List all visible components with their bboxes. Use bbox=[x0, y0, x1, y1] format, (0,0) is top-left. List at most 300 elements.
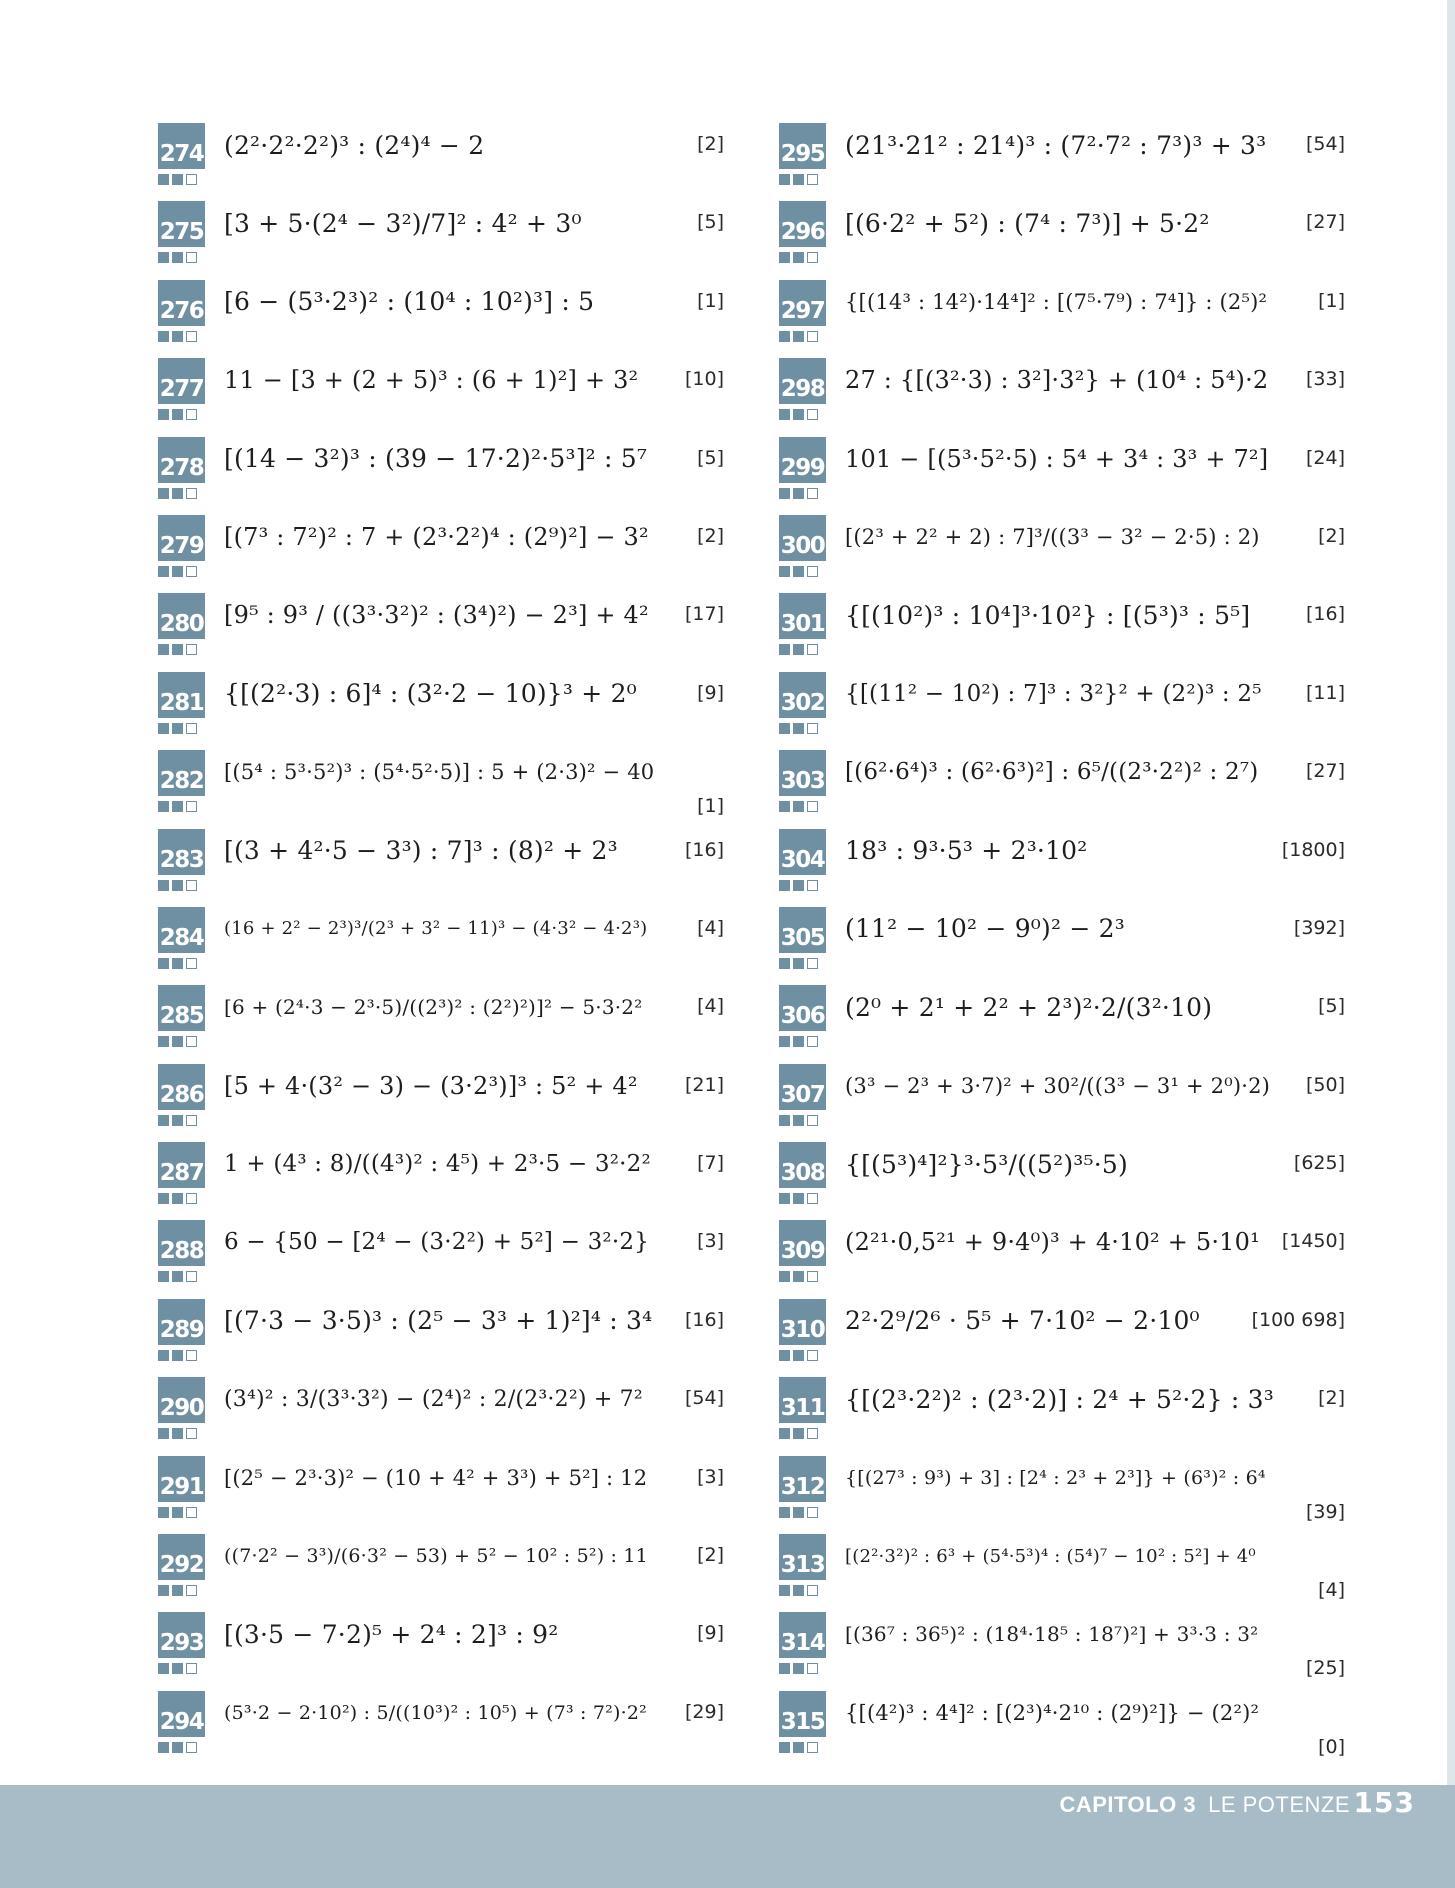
difficulty-indicator bbox=[158, 644, 197, 655]
difficulty-square-filled bbox=[172, 409, 183, 420]
difficulty-square-filled bbox=[793, 801, 804, 812]
exercise-expression: [(7³ : 7²)² : 7 + (2³·2²)⁴ : (2⁹)²] − 3² bbox=[224, 522, 649, 551]
exercise-item bbox=[158, 1529, 724, 1607]
difficulty-indicator bbox=[779, 488, 818, 499]
exercise-expression: 6 − {50 − [2⁴ − (3·2²) + 5²] − 3²·2} bbox=[224, 1229, 650, 1256]
exercise-expression: 1 + (4³ : 8)/((4³)² : 4⁵) + 2³·5 − 3²·2² bbox=[224, 1151, 651, 1178]
exercise-answer: [5] bbox=[697, 211, 724, 234]
difficulty-square-empty bbox=[807, 880, 818, 891]
difficulty-square-filled bbox=[172, 880, 183, 891]
difficulty-square-filled bbox=[779, 644, 790, 655]
exercise-answer: [4] bbox=[697, 916, 724, 939]
exercise-item bbox=[779, 980, 1345, 1058]
exercise-expression: {[(5³)⁴]²}³·5³/((5²)³⁵·5) bbox=[845, 1149, 1128, 1179]
difficulty-square-empty bbox=[186, 488, 197, 499]
exercise-number-badge: 275 bbox=[158, 201, 205, 247]
difficulty-square-empty bbox=[807, 331, 818, 342]
exercise-number-badge: 298 bbox=[779, 358, 826, 404]
exercise-answer: [10] bbox=[684, 368, 724, 391]
exercise-answer: [16] bbox=[684, 1308, 724, 1331]
exercise-item bbox=[779, 1529, 1345, 1607]
exercise-number-badge: 290 bbox=[158, 1377, 205, 1423]
difficulty-square-filled bbox=[158, 1507, 169, 1518]
exercise-expression: 11 − [3 + (2 + 5)³ : (6 + 1)²] + 3² bbox=[224, 366, 639, 395]
exercise-expression: [(2²·3²)² : 6³ + (5⁴·5³)⁴ : (5⁴)⁷ − 10² : 5²] + 4⁰ bbox=[845, 1545, 1256, 1567]
difficulty-square-filled bbox=[172, 958, 183, 969]
exercise-number-badge: 289 bbox=[158, 1299, 205, 1345]
difficulty-square-filled bbox=[779, 1193, 790, 1204]
exercise-item bbox=[158, 196, 724, 274]
exercise-number-badge: 292 bbox=[158, 1534, 205, 1580]
difficulty-square-filled bbox=[172, 1507, 183, 1518]
exercise-expression: [3 + 5·(2⁴ − 3²)/7]² : 4² + 3⁰ bbox=[224, 208, 582, 238]
exercise-item bbox=[779, 902, 1345, 980]
difficulty-square-filled bbox=[158, 1271, 169, 1282]
difficulty-indicator bbox=[158, 880, 197, 891]
exercise-number-badge: 278 bbox=[158, 437, 205, 483]
difficulty-square-empty bbox=[807, 1350, 818, 1361]
difficulty-square-empty bbox=[807, 252, 818, 263]
exercise-expression: [6 + (2⁴·3 − 2³·5)/((2³)² : (2²)²)]² − 5·3·2² bbox=[224, 995, 643, 1020]
difficulty-square-filled bbox=[158, 1428, 169, 1439]
difficulty-square-filled bbox=[793, 958, 804, 969]
difficulty-square-empty bbox=[186, 409, 197, 420]
exercise-answer: [9] bbox=[697, 1622, 724, 1645]
difficulty-square-empty bbox=[807, 1115, 818, 1126]
difficulty-indicator bbox=[158, 1428, 197, 1439]
exercise-expression: {[(14³ : 14²)·14⁴]² : [(7⁵·7⁹) : 7⁴]} : (2⁵)² bbox=[845, 289, 1268, 314]
exercise-number-badge: 299 bbox=[779, 437, 826, 483]
difficulty-indicator bbox=[158, 488, 197, 499]
difficulty-square-filled bbox=[793, 1663, 804, 1674]
difficulty-square-empty bbox=[186, 1585, 197, 1596]
difficulty-indicator bbox=[158, 1742, 197, 1753]
difficulty-square-filled bbox=[779, 409, 790, 420]
exercise-number-badge: 295 bbox=[779, 123, 826, 169]
difficulty-square-filled bbox=[779, 1350, 790, 1361]
difficulty-square-empty bbox=[186, 801, 197, 812]
difficulty-indicator bbox=[779, 644, 818, 655]
exercise-number-badge: 296 bbox=[779, 201, 826, 247]
exercise-item bbox=[779, 588, 1345, 666]
difficulty-square-filled bbox=[172, 1585, 183, 1596]
difficulty-indicator bbox=[158, 1115, 197, 1126]
difficulty-square-empty bbox=[186, 331, 197, 342]
difficulty-square-filled bbox=[793, 1428, 804, 1439]
difficulty-indicator bbox=[158, 174, 197, 185]
difficulty-square-filled bbox=[793, 644, 804, 655]
exercise-expression: {[(11² − 10²) : 7]³ : 3²}² + (2²)³ : 2⁵ bbox=[845, 680, 1262, 707]
exercise-answer: [100 698] bbox=[1251, 1308, 1345, 1331]
difficulty-square-empty bbox=[186, 1193, 197, 1204]
exercise-item bbox=[779, 118, 1345, 196]
difficulty-indicator bbox=[779, 409, 818, 420]
difficulty-square-filled bbox=[779, 1663, 790, 1674]
exercise-expression: (3⁴)² : 3/(3³·3²) − (2⁴)² : 2/(2³·2²) + 7² bbox=[224, 1386, 643, 1412]
difficulty-indicator bbox=[779, 252, 818, 263]
exercise-number-badge: 283 bbox=[158, 829, 205, 875]
exercise-expression: [(3 + 4²·5 − 3³) : 7]³ : (8)² + 2³ bbox=[224, 836, 618, 866]
exercise-answer: [54] bbox=[1305, 133, 1345, 155]
difficulty-square-filled bbox=[158, 1585, 169, 1596]
exercise-answer: [2] bbox=[697, 1544, 724, 1567]
exercise-expression: {[(2³·2²)² : (2³·2)] : 2⁴ + 5²·2} : 3³ bbox=[845, 1384, 1274, 1414]
exercise-item bbox=[158, 118, 724, 196]
exercise-expression: [(6²·6⁴)³ : (6²·6³)²] : 6⁵/((2³·2²)² : 2⁷) bbox=[845, 759, 1259, 786]
difficulty-square-filled bbox=[793, 174, 804, 185]
difficulty-indicator bbox=[158, 1663, 197, 1674]
exercise-item bbox=[779, 1059, 1345, 1137]
exercise-number-badge: 307 bbox=[779, 1064, 826, 1110]
exercise-answer: [16] bbox=[1305, 603, 1345, 626]
difficulty-square-filled bbox=[779, 488, 790, 499]
difficulty-indicator bbox=[158, 1507, 197, 1518]
exercise-expression: 2²·2⁹/2⁶ · 5⁵ + 7·10² − 2·10⁰ bbox=[845, 1306, 1200, 1336]
difficulty-square-filled bbox=[158, 958, 169, 969]
difficulty-square-empty bbox=[807, 1036, 818, 1047]
difficulty-square-empty bbox=[807, 801, 818, 812]
difficulty-indicator bbox=[779, 801, 818, 812]
difficulty-indicator bbox=[779, 1742, 818, 1753]
exercise-answer: [4] bbox=[1318, 1579, 1345, 1602]
difficulty-square-filled bbox=[779, 723, 790, 734]
exercise-expression: (2⁰ + 2¹ + 2² + 2³)²·2/(3²·10) bbox=[845, 992, 1213, 1022]
difficulty-square-empty bbox=[807, 1585, 818, 1596]
difficulty-square-filled bbox=[793, 880, 804, 891]
difficulty-square-filled bbox=[779, 1271, 790, 1282]
exercise-number-badge: 306 bbox=[779, 985, 826, 1031]
exercise-number-badge: 313 bbox=[779, 1534, 826, 1580]
exercise-expression: [6 − (5³·2³)² : (10⁴ : 10²)³] : 5 bbox=[224, 287, 595, 317]
difficulty-square-empty bbox=[186, 1507, 197, 1518]
exercise-number-badge: 311 bbox=[779, 1377, 826, 1423]
exercise-answer: [29] bbox=[684, 1700, 724, 1723]
exercise-answer: [17] bbox=[684, 603, 724, 626]
difficulty-square-empty bbox=[807, 1428, 818, 1439]
exercise-item bbox=[779, 1137, 1345, 1215]
difficulty-square-filled bbox=[158, 1742, 169, 1753]
difficulty-square-filled bbox=[172, 1350, 183, 1361]
exercise-item bbox=[779, 1607, 1345, 1685]
exercise-item bbox=[779, 1372, 1345, 1450]
difficulty-square-filled bbox=[779, 1115, 790, 1126]
exercise-item bbox=[779, 432, 1345, 510]
difficulty-square-filled bbox=[779, 174, 790, 185]
exercise-item bbox=[779, 1294, 1345, 1372]
exercise-answer: [5] bbox=[1318, 995, 1345, 1018]
exercise-item bbox=[158, 980, 724, 1058]
exercise-answer: [0] bbox=[1318, 1735, 1345, 1758]
difficulty-indicator bbox=[158, 252, 197, 263]
exercise-expression: ((7·2² − 3³)/(6·3² − 53) + 5² − 10² : 5²) : 11 bbox=[224, 1545, 648, 1568]
difficulty-square-filled bbox=[793, 331, 804, 342]
exercise-expression: {[(27³ : 9³) + 3] : [2⁴ : 2³ + 2³]} + (6³)² : 6⁴ bbox=[845, 1466, 1266, 1489]
difficulty-square-empty bbox=[186, 958, 197, 969]
difficulty-square-empty bbox=[807, 1193, 818, 1204]
difficulty-square-filled bbox=[172, 1036, 183, 1047]
difficulty-square-filled bbox=[172, 644, 183, 655]
exercise-expression: 18³ : 9³·5³ + 2³·10² bbox=[845, 836, 1088, 866]
difficulty-indicator bbox=[158, 1036, 197, 1047]
difficulty-square-filled bbox=[172, 723, 183, 734]
exercise-answer: [1800] bbox=[1281, 838, 1345, 861]
difficulty-square-filled bbox=[158, 566, 169, 577]
difficulty-indicator bbox=[779, 1507, 818, 1518]
difficulty-indicator bbox=[779, 1428, 818, 1439]
exercise-answer: [3] bbox=[697, 1230, 724, 1253]
difficulty-indicator bbox=[779, 723, 818, 734]
exercise-answer: [27] bbox=[1305, 211, 1345, 234]
exercise-number-badge: 302 bbox=[779, 672, 826, 718]
difficulty-square-filled bbox=[779, 1585, 790, 1596]
difficulty-indicator bbox=[779, 880, 818, 891]
difficulty-square-filled bbox=[779, 1507, 790, 1518]
exercise-item bbox=[158, 902, 724, 980]
difficulty-square-empty bbox=[807, 1507, 818, 1518]
difficulty-indicator bbox=[779, 1036, 818, 1047]
exercise-item bbox=[158, 1059, 724, 1137]
difficulty-square-empty bbox=[186, 644, 197, 655]
exercise-item bbox=[779, 745, 1345, 823]
exercise-expression: [(2³ + 2² + 2) : 7]³/((3³ − 3² − 2·5) : 2) bbox=[845, 524, 1260, 549]
exercise-expression: (11² − 10² − 9⁰)² − 2³ bbox=[845, 914, 1125, 944]
difficulty-square-filled bbox=[779, 958, 790, 969]
difficulty-square-empty bbox=[807, 723, 818, 734]
exercise-number-badge: 287 bbox=[158, 1142, 205, 1188]
exercise-number-badge: 304 bbox=[779, 829, 826, 875]
chapter-number: CAPITOLO 3 bbox=[1059, 1792, 1197, 1817]
difficulty-square-filled bbox=[158, 1193, 169, 1204]
exercise-number-badge: 305 bbox=[779, 907, 826, 953]
difficulty-square-filled bbox=[793, 409, 804, 420]
difficulty-square-filled bbox=[158, 1663, 169, 1674]
exercise-answer: [39] bbox=[1305, 1500, 1345, 1523]
exercise-item bbox=[158, 1607, 724, 1685]
difficulty-indicator bbox=[158, 1193, 197, 1204]
difficulty-indicator bbox=[779, 958, 818, 969]
exercise-number-badge: 282 bbox=[158, 750, 205, 796]
exercise-expression: [(2⁵ − 2³·3)² − (10 + 4² + 3³) + 5²] : 12 bbox=[224, 1465, 648, 1490]
difficulty-square-filled bbox=[158, 1115, 169, 1126]
exercise-number-badge: 285 bbox=[158, 985, 205, 1031]
difficulty-square-filled bbox=[793, 1193, 804, 1204]
exercise-item bbox=[158, 824, 724, 902]
exercise-number-badge: 293 bbox=[158, 1612, 205, 1658]
exercise-number-badge: 284 bbox=[158, 907, 205, 953]
difficulty-square-empty bbox=[807, 1271, 818, 1282]
difficulty-square-filled bbox=[793, 723, 804, 734]
exercise-item bbox=[158, 667, 724, 745]
exercise-expression: 27 : {[(3²·3) : 3²]·3²} + (10⁴ : 5⁴)·2 bbox=[845, 366, 1269, 395]
exercise-answer: [2] bbox=[1318, 1387, 1345, 1410]
exercise-item bbox=[158, 1137, 724, 1215]
exercise-answer: [25] bbox=[1305, 1657, 1345, 1680]
exercise-answer: [5] bbox=[697, 446, 724, 469]
exercise-expression: (16 + 2² − 2³)³/(2³ + 3² − 11)³ − (4·3² − 4·2³) bbox=[224, 918, 648, 940]
exercise-item bbox=[158, 1451, 724, 1529]
exercise-answer: [392] bbox=[1293, 916, 1345, 939]
difficulty-square-filled bbox=[172, 1663, 183, 1674]
difficulty-square-filled bbox=[779, 801, 790, 812]
exercise-number-badge: 310 bbox=[779, 1299, 826, 1345]
right-exercise-column bbox=[779, 118, 1345, 1764]
exercise-expression: [5 + 4·(3² − 3) − (3·2³)]³ : 5² + 4² bbox=[224, 1071, 638, 1100]
difficulty-square-empty bbox=[186, 1271, 197, 1282]
difficulty-indicator bbox=[779, 174, 818, 185]
difficulty-square-filled bbox=[158, 880, 169, 891]
difficulty-square-filled bbox=[793, 1271, 804, 1282]
difficulty-square-filled bbox=[779, 566, 790, 577]
exercise-number-badge: 315 bbox=[779, 1691, 826, 1737]
difficulty-square-filled bbox=[793, 1036, 804, 1047]
exercise-expression: (21³·21² : 21⁴)³ : (7²·7² : 7³)³ + 3³ bbox=[845, 130, 1267, 160]
exercise-item bbox=[779, 510, 1345, 588]
difficulty-square-filled bbox=[172, 331, 183, 342]
exercise-item bbox=[779, 275, 1345, 353]
difficulty-square-empty bbox=[186, 1115, 197, 1126]
exercise-item bbox=[158, 1372, 724, 1450]
exercise-number-badge: 291 bbox=[158, 1456, 205, 1502]
exercise-expression: (2²¹·0,5²¹ + 9·4⁰)³ + 4·10² + 5·10¹ bbox=[845, 1228, 1260, 1257]
exercise-number-badge: 303 bbox=[779, 750, 826, 796]
exercise-number-badge: 277 bbox=[158, 358, 205, 404]
exercise-expression: [(7·3 − 3·5)³ : (2⁵ − 3³ + 1)²]⁴ : 3⁴ bbox=[224, 1306, 653, 1336]
exercise-number-badge: 308 bbox=[779, 1142, 826, 1188]
difficulty-square-empty bbox=[186, 1663, 197, 1674]
difficulty-square-filled bbox=[158, 409, 169, 420]
exercise-answer: [4] bbox=[697, 995, 724, 1018]
difficulty-indicator bbox=[779, 331, 818, 342]
difficulty-square-empty bbox=[807, 174, 818, 185]
exercise-number-badge: 301 bbox=[779, 593, 826, 639]
difficulty-square-filled bbox=[793, 1350, 804, 1361]
exercise-item bbox=[158, 745, 724, 823]
difficulty-square-empty bbox=[186, 880, 197, 891]
difficulty-square-filled bbox=[158, 174, 169, 185]
exercise-number-badge: 279 bbox=[158, 515, 205, 561]
exercise-item bbox=[158, 1294, 724, 1372]
difficulty-square-filled bbox=[779, 1742, 790, 1753]
difficulty-square-filled bbox=[158, 488, 169, 499]
exercise-item bbox=[158, 275, 724, 353]
difficulty-indicator bbox=[779, 1585, 818, 1596]
difficulty-indicator bbox=[779, 1350, 818, 1361]
exercise-item bbox=[158, 1215, 724, 1293]
difficulty-indicator bbox=[779, 1663, 818, 1674]
exercise-answer: [625] bbox=[1293, 1152, 1345, 1175]
difficulty-indicator bbox=[158, 1585, 197, 1596]
difficulty-square-filled bbox=[172, 1271, 183, 1282]
exercise-expression: (2²·2²·2²)³ : (2⁴)⁴ − 2 bbox=[224, 130, 485, 160]
difficulty-square-empty bbox=[807, 409, 818, 420]
exercise-expression: (5³·2 − 2·10²) : 5/((10³)² : 10⁵) + (7³ : 7²)·2² bbox=[224, 1701, 647, 1724]
exercise-expression: [(3·5 − 7·2)⁵ + 2⁴ : 2]³ : 9² bbox=[224, 1619, 559, 1649]
exercise-answer: [54] bbox=[684, 1387, 724, 1410]
difficulty-indicator bbox=[158, 723, 197, 734]
exercise-answer: [27] bbox=[1305, 760, 1345, 783]
difficulty-square-empty bbox=[186, 723, 197, 734]
difficulty-square-empty bbox=[807, 566, 818, 577]
exercise-expression: (3³ − 2³ + 3·7)² + 30²/((3³ − 3¹ + 2⁰)·2) bbox=[845, 1073, 1271, 1098]
exercise-item bbox=[158, 1686, 724, 1764]
exercise-number-badge: 309 bbox=[779, 1220, 826, 1266]
exercise-number-badge: 281 bbox=[158, 672, 205, 718]
exercise-number-badge: 286 bbox=[158, 1064, 205, 1110]
difficulty-square-filled bbox=[158, 252, 169, 263]
difficulty-indicator bbox=[779, 1115, 818, 1126]
exercise-expression: [9⁵ : 9³ / ((3³·3²)² : (3⁴)²) − 2³] + 4² bbox=[224, 601, 649, 630]
difficulty-indicator bbox=[158, 1271, 197, 1282]
chapter-title: LE POTENZE bbox=[1208, 1792, 1350, 1817]
difficulty-square-empty bbox=[186, 1036, 197, 1047]
difficulty-square-filled bbox=[158, 331, 169, 342]
difficulty-square-filled bbox=[793, 1507, 804, 1518]
exercise-expression: [(6·2² + 5²) : (7⁴ : 7³)] + 5·2² bbox=[845, 208, 1210, 238]
difficulty-square-empty bbox=[186, 566, 197, 577]
difficulty-indicator bbox=[779, 1193, 818, 1204]
difficulty-square-filled bbox=[779, 252, 790, 263]
exercise-item bbox=[779, 1451, 1345, 1529]
difficulty-square-filled bbox=[793, 252, 804, 263]
exercise-answer: [2] bbox=[1318, 524, 1345, 547]
exercise-item bbox=[779, 667, 1345, 745]
exercise-expression: [(5⁴ : 5³·5²)³ : (5⁴·5²·5)] : 5 + (2·3)² − 40 bbox=[224, 760, 655, 785]
exercise-item bbox=[779, 196, 1345, 274]
exercise-number-badge: 294 bbox=[158, 1691, 205, 1737]
chapter-label bbox=[1059, 1792, 1350, 1818]
exercise-item bbox=[158, 432, 724, 510]
exercise-answer: [2] bbox=[697, 524, 724, 547]
difficulty-indicator bbox=[158, 331, 197, 342]
difficulty-indicator bbox=[158, 409, 197, 420]
difficulty-square-filled bbox=[158, 801, 169, 812]
exercise-answer: [24] bbox=[1305, 446, 1345, 469]
exercise-number-badge: 312 bbox=[779, 1456, 826, 1502]
exercise-answer: [21] bbox=[684, 1073, 724, 1096]
difficulty-square-filled bbox=[172, 174, 183, 185]
difficulty-square-filled bbox=[172, 252, 183, 263]
exercise-number-badge: 276 bbox=[158, 280, 205, 326]
difficulty-square-empty bbox=[807, 958, 818, 969]
exercise-answer: [1] bbox=[697, 795, 724, 818]
difficulty-square-empty bbox=[807, 1663, 818, 1674]
page-edge-strip bbox=[1447, 0, 1455, 1785]
difficulty-square-empty bbox=[807, 1742, 818, 1753]
difficulty-indicator bbox=[158, 566, 197, 577]
difficulty-square-empty bbox=[807, 644, 818, 655]
exercise-answer: [2] bbox=[697, 133, 724, 155]
exercise-number-badge: 288 bbox=[158, 1220, 205, 1266]
difficulty-square-filled bbox=[779, 331, 790, 342]
difficulty-square-filled bbox=[793, 1742, 804, 1753]
difficulty-square-filled bbox=[779, 1428, 790, 1439]
page-number: 153 bbox=[1353, 1786, 1415, 1819]
exercise-expression: {[(4²)³ : 4⁴]² : [(2³)⁴·2¹⁰ : (2⁹)²]} − (2²)² bbox=[845, 1700, 1260, 1725]
exercise-expression: [(36⁷ : 36⁵)² : (18⁴·18⁵ : 18⁷)²] + 3³·3 : 3² bbox=[845, 1622, 1259, 1647]
difficulty-square-filled bbox=[172, 1193, 183, 1204]
left-exercise-column bbox=[158, 118, 724, 1764]
difficulty-square-empty bbox=[186, 1742, 197, 1753]
difficulty-square-filled bbox=[779, 1036, 790, 1047]
exercise-item bbox=[779, 824, 1345, 902]
exercise-expression: {[(10²)³ : 10⁴]³·10²} : [(5³)³ : 5⁵] bbox=[845, 600, 1251, 630]
difficulty-square-filled bbox=[158, 1350, 169, 1361]
difficulty-square-filled bbox=[172, 1428, 183, 1439]
difficulty-square-empty bbox=[186, 1350, 197, 1361]
exercise-expression: {[(2²·3) : 6]⁴ : (3²·2 − 10)}³ + 2⁰ bbox=[224, 679, 637, 709]
exercise-item bbox=[158, 510, 724, 588]
exercise-answer: [1] bbox=[1318, 289, 1345, 312]
